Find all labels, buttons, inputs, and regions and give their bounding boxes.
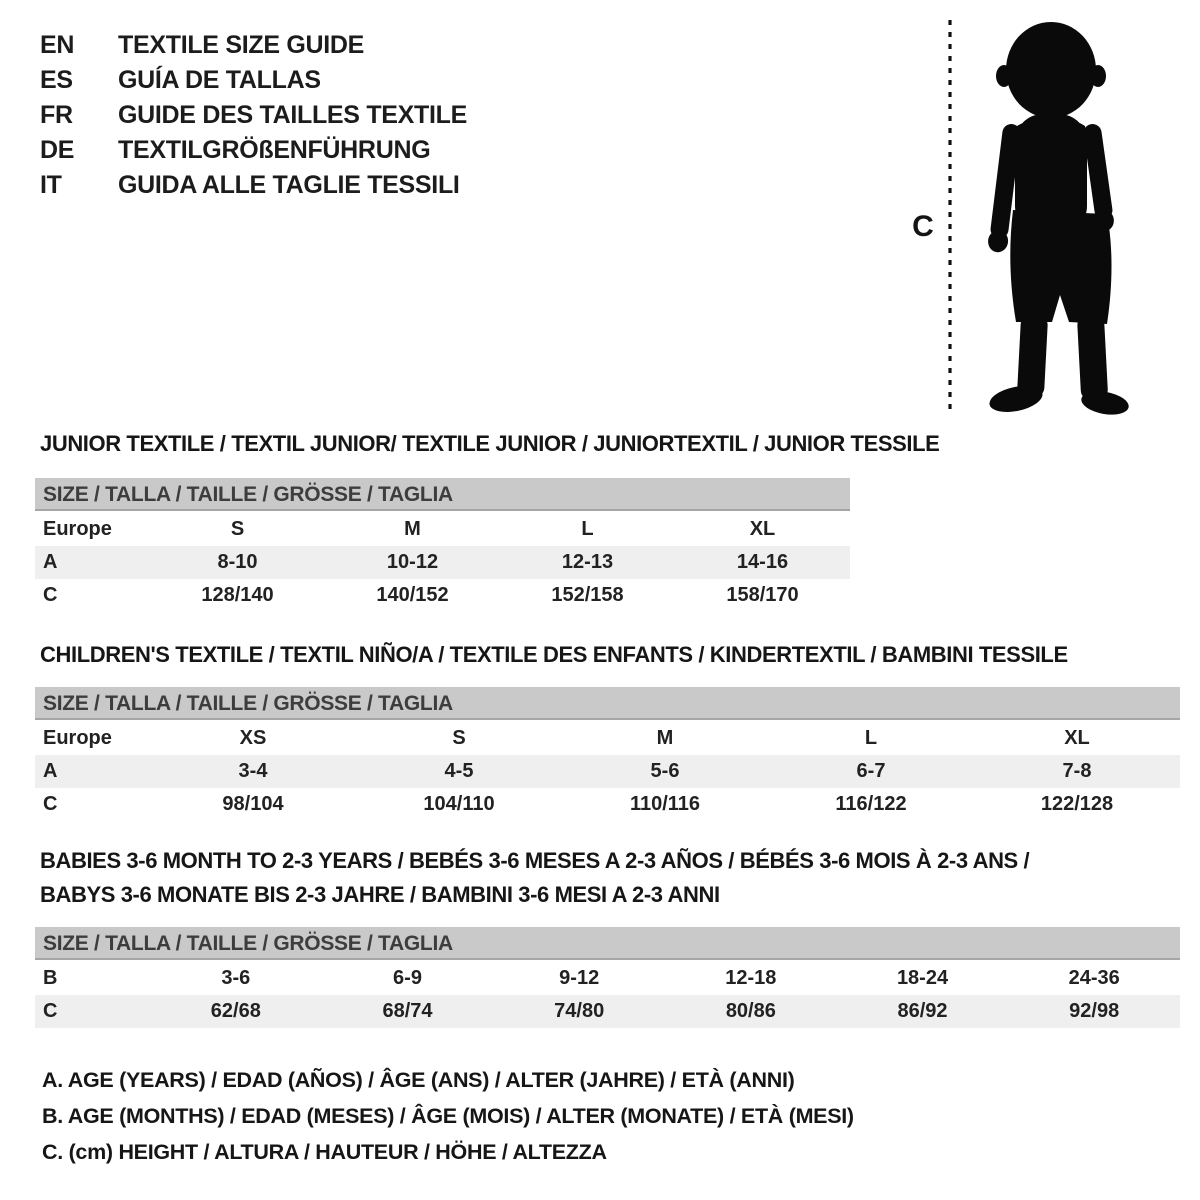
- row-label: A: [43, 760, 58, 782]
- language-code: ES: [40, 66, 73, 94]
- cell-value: 68/74: [382, 1000, 433, 1022]
- cell-value: 6-7: [856, 760, 886, 782]
- toddler-silhouette-icon: [942, 18, 1147, 416]
- legend-line: A. AGE (YEARS) / EDAD (AÑOS) / ÂGE (ANS) / ALTER (JAHRE) / ETÀ (ANNI): [42, 1068, 795, 1092]
- babies-section-heading: [40, 844, 1029, 912]
- cell-value: 92/98: [1069, 1000, 1120, 1022]
- language-title: GUIDA ALLE TAGLIE TESSILI: [118, 171, 460, 199]
- cell-value: M: [656, 727, 674, 749]
- language-row: [40, 63, 467, 98]
- cell-value: 3-6: [221, 967, 251, 989]
- language-code: EN: [40, 31, 75, 59]
- cell-value: 86/92: [897, 1000, 948, 1022]
- cell-value: 14-16: [736, 551, 789, 573]
- cell-value: 128/140: [201, 584, 274, 606]
- cell-value: 98/104: [222, 793, 284, 815]
- cell-value: 5-6: [650, 760, 680, 782]
- table-row: [35, 546, 850, 579]
- legend-line: C. (cm) HEIGHT / ALTURA / HAUTEUR / HÖHE / ALTEZZA: [42, 1140, 607, 1164]
- cell-value: 62/68: [210, 1000, 261, 1022]
- babies-heading-line1: BABIES 3-6 MONTH TO 2-3 YEARS / BEBÉS 3-6 MESES A 2-3 AÑOS / BÉBÉS 3-6 MOIS À 2-3 ANS /: [40, 848, 1030, 873]
- cell-value: XL: [1064, 727, 1090, 749]
- junior-section-heading: JUNIOR TEXTILE / TEXTIL JUNIOR/ TEXTILE JUNIOR / JUNIORTEXTIL / JUNIOR TESSILE: [40, 431, 940, 456]
- cell-value: 152/158: [551, 584, 624, 606]
- junior-size-table: [35, 478, 850, 612]
- cell-value: 122/128: [1040, 793, 1114, 815]
- language-code: FR: [40, 101, 73, 129]
- cell-value: 140/152: [376, 584, 449, 606]
- cell-value: 158/170: [726, 584, 799, 606]
- language-row: [40, 168, 467, 203]
- cell-value: 74/80: [554, 1000, 605, 1022]
- cell-value: M: [404, 518, 421, 540]
- table-row: [35, 788, 1180, 821]
- cell-value: 9-12: [559, 967, 600, 989]
- cell-value: 3-4: [238, 760, 268, 782]
- language-title: GUIDE DES TAILLES TEXTILE: [118, 101, 468, 129]
- cell-value: XL: [749, 518, 776, 540]
- cell-value: 80/86: [725, 1000, 776, 1022]
- table-row: [35, 995, 1180, 1028]
- cell-value: 12-13: [561, 551, 614, 573]
- cell-value: XS: [239, 727, 267, 749]
- cell-value: S: [230, 518, 245, 540]
- language-title: TEXTILE SIZE GUIDE: [118, 31, 365, 59]
- legend-line: B. AGE (MONTHS) / EDAD (MESES) / ÂGE (MOIS) / ALTER (MONATE) / ETÀ (MESI): [42, 1104, 854, 1128]
- language-row: [40, 133, 467, 168]
- cell-value: 12-18: [725, 967, 777, 989]
- toddler-silhouette: [987, 22, 1131, 416]
- cell-value: 4-5: [444, 760, 474, 782]
- cell-value: 104/110: [423, 793, 495, 815]
- figure-label-c: C: [912, 210, 934, 243]
- size-header-bar: SIZE / TALLA / TAILLE / GRÖSSE / TAGLIA: [35, 927, 1180, 960]
- row-label: B: [43, 967, 58, 989]
- size-header-bar: SIZE / TALLA / TAILLE / GRÖSSE / TAGLIA: [35, 687, 1180, 720]
- cell-value: L: [581, 518, 594, 540]
- language-code: IT: [40, 171, 62, 199]
- cell-value: 7-8: [1062, 760, 1092, 782]
- row-label: C: [43, 1000, 58, 1022]
- language-title: TEXTILGRÖßENFÜHRUNG: [118, 136, 431, 164]
- baby-figure: [942, 18, 1147, 416]
- language-row: [40, 98, 467, 133]
- children-section-heading: CHILDREN'S TEXTILE / TEXTIL NIÑO/A / TEXTILE DES ENFANTS / KINDERTEXTIL / BAMBINI TESSILE: [40, 642, 1068, 667]
- table-row: [35, 722, 1180, 755]
- size-header-bar: SIZE / TALLA / TAILLE / GRÖSSE / TAGLIA: [35, 478, 850, 511]
- row-label: C: [43, 793, 58, 815]
- legend: [42, 1062, 854, 1170]
- row-label: A: [43, 551, 58, 573]
- language-row: [40, 28, 467, 63]
- cell-value: 24-36: [1068, 967, 1120, 989]
- row-label: C: [43, 584, 58, 606]
- children-size-table: [35, 687, 1180, 821]
- table-row: [35, 962, 1180, 995]
- table-row: [35, 579, 850, 612]
- language-title: GUÍA DE TALLAS: [118, 66, 321, 94]
- cell-value: 6-9: [393, 967, 422, 989]
- cell-value: L: [864, 727, 878, 749]
- language-list: [40, 28, 467, 203]
- language-code: DE: [40, 136, 75, 164]
- row-label: Europe: [43, 518, 112, 540]
- cell-value: S: [452, 727, 466, 749]
- table-row: [35, 755, 1180, 788]
- babies-heading-line2: BABYS 3-6 MONATE BIS 2-3 JAHRE / BAMBINI 3-6 MESI A 2-3 ANNI: [40, 882, 720, 907]
- row-label: Europe: [43, 727, 112, 749]
- cell-value: 116/122: [835, 793, 907, 815]
- cell-value: 8-10: [217, 551, 258, 573]
- table-row: [35, 513, 850, 546]
- cell-value: 18-24: [896, 967, 949, 989]
- babies-size-table: [35, 927, 1180, 1028]
- cell-value: 10-12: [386, 551, 439, 573]
- cell-value: 110/116: [629, 793, 701, 815]
